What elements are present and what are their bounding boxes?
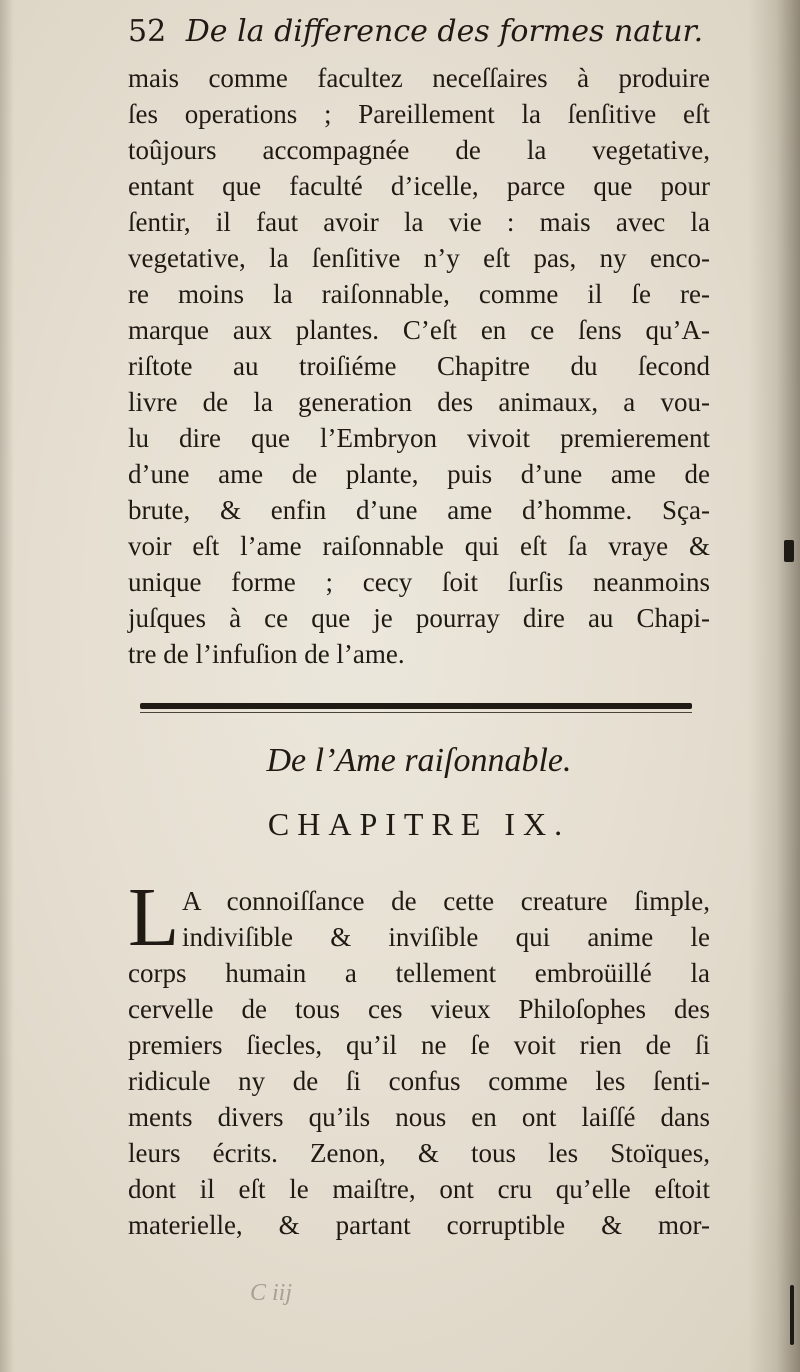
text-line: marque aux plantes. C’eſt en ce ſens qu’A- — [128, 315, 710, 345]
text-line: tre de l’infuſion de l’ame. — [128, 639, 405, 669]
running-header — [128, 14, 704, 49]
page-left-edge-shadow — [0, 0, 14, 1372]
gutter-mark — [790, 1285, 794, 1345]
text-line: mais comme facultez neceſſaires à produire — [128, 63, 710, 93]
text-line: premiers ſiecles, qu’il ne ſe voit rien de ſi — [128, 1030, 710, 1060]
text-line: cervelle de tous ces vieux Philoſophes des — [128, 994, 710, 1024]
text-line: toûjours accompagnée de la vegetative, — [128, 135, 710, 165]
text-line: d’une ame de plante, puis d’une ame de — [128, 459, 710, 489]
section-title: De l’Ame raiſonnable. — [266, 742, 572, 779]
page-gutter-shadow — [748, 0, 800, 1372]
text-line: indiviſible & inviſible qui anime le — [182, 922, 710, 952]
text-line: brute, & enfin d’une ame d’homme. Sça- — [128, 495, 710, 525]
text-line: dont il eſt le maiſtre, ont cru qu’elle eſtoit — [128, 1174, 710, 1204]
text-line: livre de la generation des animaux, a vou- — [128, 387, 710, 417]
text-line: entant que faculté d’icelle, parce que pour — [128, 171, 710, 201]
text-line: ſentir, il faut avoir la vie : mais avec la — [128, 207, 710, 237]
running-title: De la difference des formes natur. — [185, 14, 704, 49]
text-line: materielle, & partant corruptible & mor- — [128, 1210, 710, 1240]
section-divider-underline — [140, 712, 692, 713]
text-line: A connoiſſance de cette creature ſimple, — [182, 886, 710, 916]
text-line: leurs écrits. Zenon, & tous les Stoïques, — [128, 1138, 710, 1168]
section-divider-rule — [140, 703, 692, 709]
page-number: 52 — [128, 14, 167, 49]
text-line: vegetative, la ſenſitive n’y eſt pas, ny enco- — [128, 243, 710, 273]
chapter-title: CHAPITRE IX. — [267, 806, 571, 842]
text-line: riſtote au troiſiéme Chapitre du ſecond — [128, 351, 710, 381]
text-line: re moins la raiſonnable, comme il ſe re- — [128, 279, 710, 309]
text-line: corps humain a tellement embroüillé la — [128, 958, 710, 988]
drop-cap: L — [128, 871, 180, 964]
text-line: unique forme ; cecy ſoit ſurſis neanmoins — [128, 567, 710, 597]
text-line: juſques à ce que je pourray dire au Chapi- — [128, 603, 710, 633]
text-line: ridicule ny de ſi confus comme les ſenti- — [128, 1066, 710, 1096]
gutter-mark — [784, 540, 794, 562]
text-line: voir eſt l’ame raiſonnable qui eſt ſa vraye & — [128, 531, 710, 561]
text-line: lu dire que l’Embryon vivoit premierement — [128, 423, 710, 453]
text-line: ſes operations ; Pareillement la ſenſitive eſt — [128, 99, 710, 129]
signature-mark: C iij — [250, 1280, 293, 1306]
text-line: ments divers qu’ils nous en ont laiſſé dans — [128, 1102, 710, 1132]
